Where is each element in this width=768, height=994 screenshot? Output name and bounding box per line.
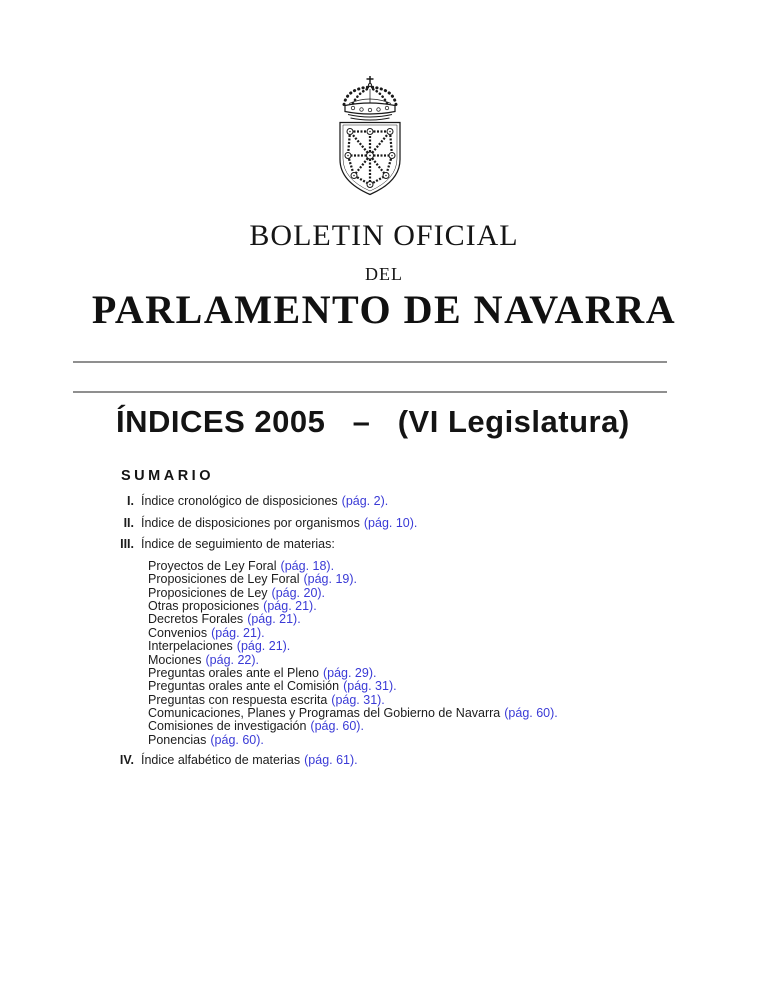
subsection-label: Preguntas con respuesta escrita bbox=[148, 692, 328, 707]
subsection-label: Proposiciones de Ley bbox=[148, 585, 268, 600]
subsection-label: Decretos Forales bbox=[148, 612, 244, 627]
masthead-line3: PARLAMENTO DE NAVARRA bbox=[91, 287, 677, 332]
toc-subsection bbox=[148, 654, 768, 667]
subsection-label: Convenios bbox=[148, 625, 208, 640]
toc-subsection bbox=[148, 573, 768, 586]
toc-subsection bbox=[148, 640, 768, 653]
masthead-line2: DEL bbox=[365, 264, 403, 284]
page-link[interactable]: (pág. 61). bbox=[304, 752, 358, 767]
toc-subsection bbox=[148, 680, 768, 693]
sumario-heading: SUMARIO bbox=[121, 468, 214, 484]
subsection-label: Comisiones de investigación bbox=[148, 719, 307, 734]
page-link[interactable]: (pág. 29). bbox=[322, 665, 377, 680]
page-link[interactable]: (pág. 10). bbox=[363, 515, 418, 530]
page-link[interactable]: (pág. 18). bbox=[280, 559, 335, 574]
subsection-label: Interpelaciones bbox=[148, 639, 233, 654]
toc-subsection bbox=[148, 694, 768, 707]
subsection-label: Proposiciones de Ley Foral bbox=[148, 572, 300, 587]
toc-subsection bbox=[148, 734, 768, 747]
page-link[interactable]: (pág. 31). bbox=[331, 692, 385, 707]
toc-subsection bbox=[148, 613, 768, 626]
toc-subsection bbox=[148, 720, 768, 733]
table-of-contents bbox=[0, 495, 768, 776]
page-link[interactable]: (pág. 20). bbox=[271, 585, 326, 600]
navarra-coat-of-arms-icon bbox=[330, 74, 410, 200]
page-link[interactable]: (pág. 21). bbox=[211, 625, 265, 640]
section-numeral: I. bbox=[127, 494, 134, 508]
page-link[interactable]: (pág. 31). bbox=[343, 679, 397, 694]
section-numeral: IV. bbox=[119, 752, 134, 767]
page-link[interactable]: (pág. 22). bbox=[205, 652, 260, 667]
toc-subsection bbox=[148, 627, 768, 640]
section-numeral: II. bbox=[123, 515, 134, 530]
page-link[interactable]: (pág. 60). bbox=[210, 732, 264, 747]
subsection-label: Otras proposiciones bbox=[148, 599, 260, 614]
section-label: Índice cronológico de disposiciones bbox=[141, 494, 338, 508]
subsection-label: Ponencias bbox=[148, 732, 207, 747]
toc-subsection-list bbox=[148, 560, 768, 747]
page-link[interactable]: (pág. 60). bbox=[310, 719, 364, 734]
section-label: Índice alfabético de materias bbox=[141, 752, 301, 767]
subsection-label: Comunicaciones, Planes y Programas del Gobierno de Navarra bbox=[148, 705, 501, 720]
divider-rule-top bbox=[73, 361, 667, 363]
toc-section-2 bbox=[0, 517, 768, 530]
toc-subsection bbox=[148, 707, 768, 720]
page-link[interactable]: (pág. 21). bbox=[247, 612, 301, 627]
page-title: ÍNDICES 2005 – (VI Legislatura) bbox=[116, 404, 630, 439]
page-link[interactable]: (pág. 2). bbox=[341, 494, 389, 508]
toc-subsection bbox=[148, 587, 768, 600]
toc-subsection bbox=[148, 600, 768, 613]
page-link[interactable]: (pág. 60). bbox=[504, 705, 558, 720]
page-link[interactable]: (pág. 21). bbox=[263, 599, 317, 614]
subsection-label: Proyectos de Ley Foral bbox=[148, 559, 277, 574]
subsection-label: Preguntas orales ante el Pleno bbox=[148, 665, 319, 680]
page-link[interactable]: (pág. 19). bbox=[303, 572, 357, 587]
toc-subsection bbox=[148, 667, 768, 680]
subsection-label: Mociones bbox=[148, 652, 202, 667]
toc-subsection bbox=[148, 560, 768, 573]
masthead-line1: BOLETIN OFICIAL bbox=[249, 219, 519, 252]
toc-section-1 bbox=[0, 495, 768, 508]
toc-section-4 bbox=[0, 754, 768, 767]
toc-section-3 bbox=[0, 538, 768, 551]
section-label: Índice de seguimiento de materias: bbox=[141, 537, 335, 552]
page-link[interactable]: (pág. 21). bbox=[236, 639, 291, 654]
section-numeral: III. bbox=[120, 537, 134, 552]
subsection-label: Preguntas orales ante el Comisión bbox=[148, 679, 340, 694]
divider-rule-bottom bbox=[73, 391, 667, 393]
section-label: Índice de disposiciones por organismos bbox=[141, 515, 360, 530]
